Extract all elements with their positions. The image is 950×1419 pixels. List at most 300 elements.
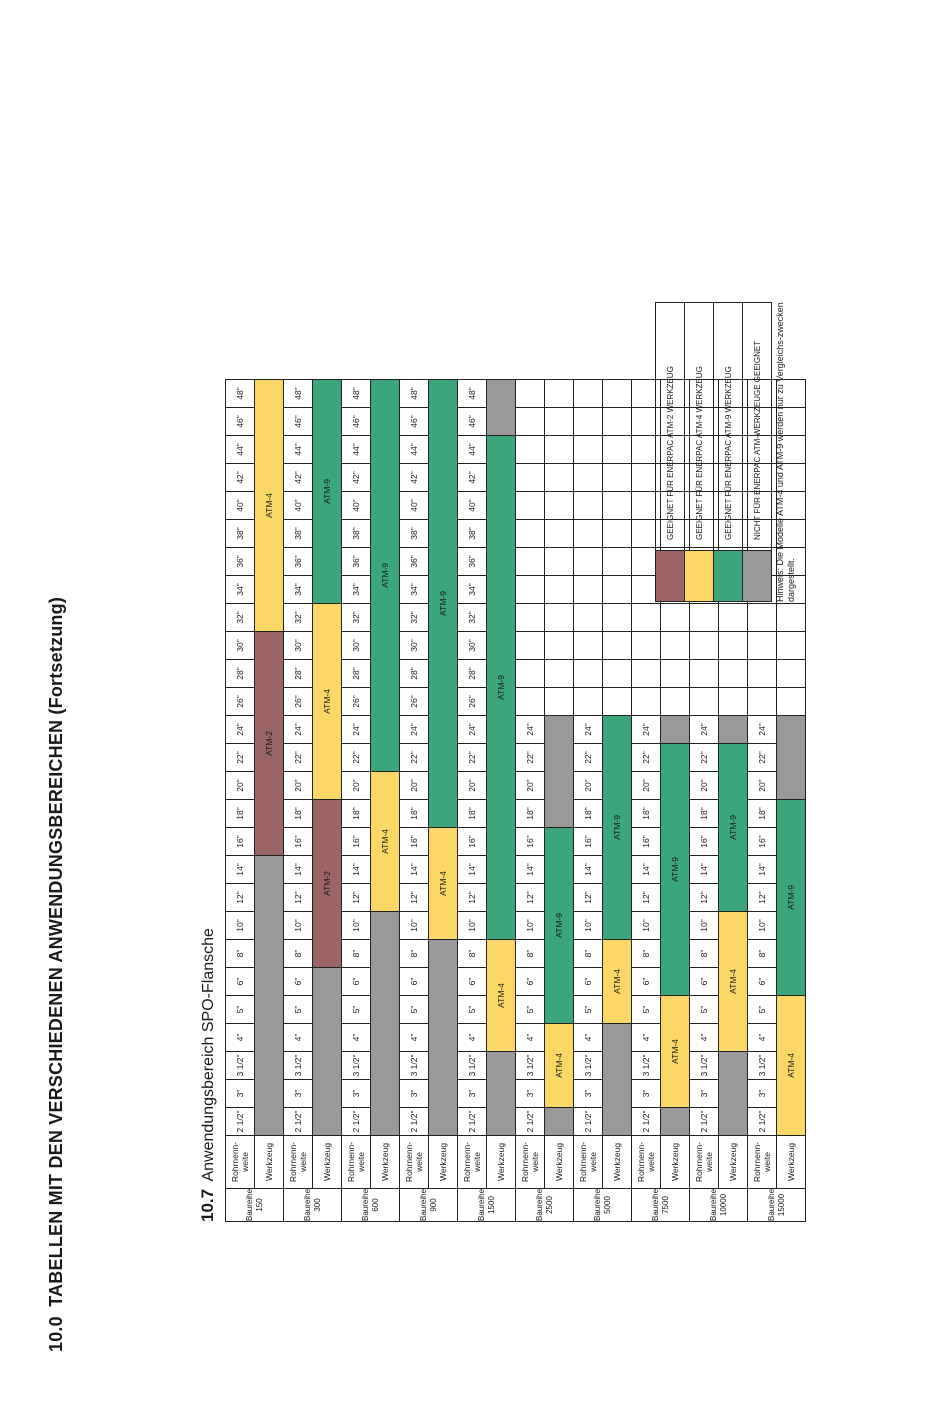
size-cell: 28": [458, 659, 487, 687]
empty-cell: [632, 687, 661, 715]
size-cell: 30": [284, 631, 313, 659]
empty-cell: [603, 575, 632, 603]
empty-cell: [545, 687, 574, 715]
row-label-size: Rohrnenn-weite: [516, 1135, 545, 1188]
size-cell: 24": [516, 715, 545, 743]
empty-cell: [690, 631, 719, 659]
empty-cell: [748, 687, 777, 715]
tool-segment-atm-4: ATM-4: [777, 995, 806, 1135]
baureihe-cell: [342, 1188, 400, 1221]
size-cell: 14": [690, 855, 719, 883]
size-cell: 12": [226, 883, 255, 911]
baureihe-value: 900: [428, 1198, 438, 1212]
size-cell: 10": [748, 911, 777, 939]
empty-cell: [777, 631, 806, 659]
tool-segment-none: [719, 715, 748, 743]
size-cell: 40": [342, 491, 371, 519]
tool-segment-none: [603, 1023, 632, 1135]
row-label-tool: Werkzeug: [487, 1135, 516, 1188]
size-cell: 10": [226, 911, 255, 939]
legend-swatch: [656, 551, 685, 602]
size-cell: 34": [458, 575, 487, 603]
size-cell: 20": [748, 771, 777, 799]
empty-cell: [516, 687, 545, 715]
tool-row: [371, 379, 400, 1221]
size-cell: 10": [400, 911, 429, 939]
size-cell: 36": [284, 547, 313, 575]
empty-cell: [777, 687, 806, 715]
baureihe-value: 7500: [660, 1196, 670, 1214]
empty-cell: [574, 547, 603, 575]
legend-swatch: [714, 551, 743, 602]
size-cell: 3 1/2": [226, 1051, 255, 1079]
baureihe-label: Baureihe: [650, 1188, 660, 1221]
tool-segment-none: [661, 1107, 690, 1135]
size-cell: 8": [342, 939, 371, 967]
size-cell: 14": [632, 855, 661, 883]
empty-cell: [516, 631, 545, 659]
tool-segment-atm-4: ATM-4: [255, 379, 284, 631]
size-cell: 46": [284, 407, 313, 435]
size-cell: 14": [284, 855, 313, 883]
legend-row: [685, 303, 714, 602]
empty-cell: [545, 379, 574, 407]
size-cell: 5": [574, 995, 603, 1023]
baureihe-label: Baureihe: [708, 1188, 718, 1221]
size-cell: 8": [516, 939, 545, 967]
tool-row: [487, 379, 516, 1221]
baureihe-label: Baureihe: [302, 1188, 312, 1221]
size-cell: 34": [284, 575, 313, 603]
empty-cell: [661, 659, 690, 687]
baureihe-value: 1500: [486, 1196, 496, 1214]
size-cell: 18": [284, 799, 313, 827]
size-cell: 36": [342, 547, 371, 575]
baureihe-cell: [226, 1188, 284, 1221]
row-label-size: Rohrnenn-weite: [748, 1135, 777, 1188]
size-cell: 3": [226, 1079, 255, 1107]
empty-cell: [603, 463, 632, 491]
empty-cell: [632, 631, 661, 659]
size-cell: 8": [632, 939, 661, 967]
size-cell: 14": [748, 855, 777, 883]
size-row: [516, 379, 545, 1221]
size-cell: 46": [458, 407, 487, 435]
size-cell: 44": [400, 435, 429, 463]
tool-segment-atm-4: ATM-4: [545, 1023, 574, 1107]
tool-segment-atm-4: ATM-4: [429, 827, 458, 939]
baureihe-cell: [400, 1188, 458, 1221]
size-cell: 3": [516, 1079, 545, 1107]
size-cell: 28": [284, 659, 313, 687]
baureihe-label: Baureihe: [418, 1188, 428, 1221]
baureihe-value: 300: [312, 1198, 322, 1212]
size-cell: 36": [458, 547, 487, 575]
legend-row: [714, 303, 743, 602]
empty-cell: [545, 547, 574, 575]
empty-cell: [545, 491, 574, 519]
subsection-text: Anwendungsbereich SPO-Flansche: [200, 928, 217, 1182]
empty-cell: [545, 659, 574, 687]
baureihe-cell: [748, 1188, 806, 1221]
size-cell: 32": [342, 603, 371, 631]
size-cell: 14": [574, 855, 603, 883]
size-cell: 2 1/2": [690, 1107, 719, 1135]
size-cell: 28": [226, 659, 255, 687]
size-cell: 40": [458, 491, 487, 519]
empty-cell: [574, 519, 603, 547]
heading-title: TABELLEN MIT DEN VERSCHIEDENEN ANWENDUNGSBEREICHEN (Fortsetzung): [46, 596, 66, 1307]
size-cell: 3 1/2": [284, 1051, 313, 1079]
size-row: [574, 379, 603, 1221]
tool-segment-none: [255, 855, 284, 1135]
size-cell: 5": [516, 995, 545, 1023]
empty-cell: [603, 603, 632, 631]
size-cell: 4": [516, 1023, 545, 1051]
tool-segment-atm-9: ATM-9: [487, 435, 516, 939]
empty-cell: [719, 603, 748, 631]
page-heading: [46, 0, 86, 1352]
tool-segment-atm-4: ATM-4: [603, 939, 632, 1023]
size-cell: 12": [574, 883, 603, 911]
size-cell: 10": [690, 911, 719, 939]
empty-cell: [661, 631, 690, 659]
baureihe-value: 2500: [544, 1196, 554, 1214]
size-cell: 36": [226, 547, 255, 575]
size-cell: 2 1/2": [342, 1107, 371, 1135]
size-row: [400, 379, 429, 1221]
size-cell: 8": [400, 939, 429, 967]
size-cell: 26": [342, 687, 371, 715]
size-cell: 2 1/2": [226, 1107, 255, 1135]
size-cell: 4": [400, 1023, 429, 1051]
baureihe-label: Baureihe: [360, 1188, 370, 1221]
tool-segment-atm-9: ATM-9: [545, 827, 574, 1023]
tool-segment-atm-2: ATM-2: [255, 631, 284, 855]
size-cell: 5": [226, 995, 255, 1023]
size-cell: 4": [574, 1023, 603, 1051]
row-label-size: Rohrnenn-weite: [690, 1135, 719, 1188]
empty-cell: [690, 603, 719, 631]
size-cell: 34": [400, 575, 429, 603]
size-cell: 38": [342, 519, 371, 547]
size-cell: 32": [400, 603, 429, 631]
size-cell: 10": [342, 911, 371, 939]
row-label-tool: Werkzeug: [313, 1135, 342, 1188]
size-cell: 5": [632, 995, 661, 1023]
subsection-title: [195, 928, 225, 1222]
empty-cell: [574, 407, 603, 435]
size-cell: 26": [226, 687, 255, 715]
tool-segment-atm-9: ATM-9: [719, 743, 748, 911]
size-cell: 12": [516, 883, 545, 911]
size-cell: 38": [226, 519, 255, 547]
size-cell: 22": [458, 743, 487, 771]
empty-cell: [516, 659, 545, 687]
size-cell: 2 1/2": [458, 1107, 487, 1135]
row-label-tool: Werkzeug: [429, 1135, 458, 1188]
size-cell: 42": [284, 463, 313, 491]
size-cell: 6": [226, 967, 255, 995]
empty-cell: [574, 463, 603, 491]
empty-cell: [574, 603, 603, 631]
size-cell: 20": [284, 771, 313, 799]
size-cell: 20": [632, 771, 661, 799]
size-cell: 42": [226, 463, 255, 491]
baureihe-value: 5000: [602, 1196, 612, 1214]
empty-cell: [603, 519, 632, 547]
size-cell: 26": [284, 687, 313, 715]
size-cell: 8": [458, 939, 487, 967]
size-cell: 44": [226, 435, 255, 463]
baureihe-cell: [690, 1188, 748, 1221]
size-cell: 18": [748, 799, 777, 827]
baureihe-cell: [516, 1188, 574, 1221]
size-cell: 44": [342, 435, 371, 463]
size-cell: 2 1/2": [516, 1107, 545, 1135]
size-cell: 22": [342, 743, 371, 771]
row-label-size: Rohrnenn-weite: [458, 1135, 487, 1188]
size-cell: 16": [574, 827, 603, 855]
size-cell: 32": [284, 603, 313, 631]
empty-cell: [603, 547, 632, 575]
baureihe-label: Baureihe: [534, 1188, 544, 1221]
size-cell: 12": [400, 883, 429, 911]
size-cell: 18": [632, 799, 661, 827]
size-cell: 34": [342, 575, 371, 603]
size-cell: 3": [400, 1079, 429, 1107]
size-cell: 8": [748, 939, 777, 967]
size-cell: 6": [632, 967, 661, 995]
size-cell: 6": [458, 967, 487, 995]
size-cell: 24": [632, 715, 661, 743]
empty-cell: [574, 379, 603, 407]
size-cell: 3 1/2": [458, 1051, 487, 1079]
size-cell: 22": [516, 743, 545, 771]
tool-segment-none: [313, 967, 342, 1135]
size-cell: 2 1/2": [574, 1107, 603, 1135]
empty-cell: [516, 435, 545, 463]
size-cell: 3": [458, 1079, 487, 1107]
size-cell: 3": [748, 1079, 777, 1107]
row-label-size: Rohrnenn-weite: [342, 1135, 371, 1188]
legend-row: [743, 303, 772, 602]
tool-segment-none: [661, 715, 690, 743]
empty-cell: [516, 519, 545, 547]
baureihe-label: Baureihe: [766, 1188, 776, 1221]
baureihe-cell: [574, 1188, 632, 1221]
empty-cell: [748, 603, 777, 631]
size-cell: 32": [226, 603, 255, 631]
size-cell: 10": [284, 911, 313, 939]
size-cell: 32": [458, 603, 487, 631]
empty-cell: [719, 659, 748, 687]
empty-cell: [545, 435, 574, 463]
size-cell: 42": [342, 463, 371, 491]
size-cell: 12": [690, 883, 719, 911]
tool-segment-none: [545, 1107, 574, 1135]
size-cell: 18": [458, 799, 487, 827]
legend-swatch: [685, 551, 714, 602]
legend-label: GEEIGNET FÜR ENERPAC ATM-2 WERKZEUG: [656, 303, 685, 551]
tool-segment-atm-9: ATM-9: [429, 379, 458, 827]
empty-cell: [545, 575, 574, 603]
size-cell: 10": [458, 911, 487, 939]
empty-cell: [719, 631, 748, 659]
empty-cell: [574, 631, 603, 659]
row-label-size: Rohrnenn-weite: [284, 1135, 313, 1188]
empty-cell: [603, 687, 632, 715]
tool-segment-atm-2: ATM-2: [313, 799, 342, 967]
tool-segment-none: [487, 379, 516, 435]
size-cell: 24": [690, 715, 719, 743]
size-cell: 16": [284, 827, 313, 855]
size-cell: 10": [516, 911, 545, 939]
size-cell: 22": [226, 743, 255, 771]
size-cell: 14": [516, 855, 545, 883]
tool-row: [603, 379, 632, 1221]
size-cell: 18": [342, 799, 371, 827]
size-cell: 6": [690, 967, 719, 995]
size-cell: 22": [574, 743, 603, 771]
size-cell: 5": [748, 995, 777, 1023]
size-cell: 48": [342, 379, 371, 407]
legend-label: NICHT FÜR ENERPAC ATM-WERKZEUGE GEEIGNET: [743, 303, 772, 551]
row-label-size: Rohrnenn-weite: [226, 1135, 255, 1188]
size-cell: 26": [458, 687, 487, 715]
size-cell: 12": [458, 883, 487, 911]
tool-row: [255, 379, 284, 1221]
baureihe-value: 10000: [718, 1193, 728, 1217]
empty-cell: [516, 379, 545, 407]
size-cell: 2 1/2": [400, 1107, 429, 1135]
empty-cell: [603, 379, 632, 407]
heading-number: 10.0: [46, 1316, 66, 1352]
size-cell: 3 1/2": [748, 1051, 777, 1079]
baureihe-value: 15000: [776, 1193, 786, 1217]
size-cell: 44": [458, 435, 487, 463]
empty-cell: [719, 687, 748, 715]
size-cell: 3 1/2": [690, 1051, 719, 1079]
size-cell: 3 1/2": [516, 1051, 545, 1079]
size-cell: 16": [342, 827, 371, 855]
size-cell: 22": [748, 743, 777, 771]
size-cell: 18": [690, 799, 719, 827]
empty-cell: [574, 659, 603, 687]
size-cell: 12": [632, 883, 661, 911]
size-cell: 10": [574, 911, 603, 939]
size-cell: 18": [400, 799, 429, 827]
size-cell: 22": [400, 743, 429, 771]
size-cell: 20": [400, 771, 429, 799]
size-cell: 28": [342, 659, 371, 687]
legend: [655, 302, 772, 602]
size-cell: 5": [342, 995, 371, 1023]
tool-row: [429, 379, 458, 1221]
size-cell: 40": [226, 491, 255, 519]
size-cell: 4": [748, 1023, 777, 1051]
size-cell: 18": [516, 799, 545, 827]
size-cell: 30": [342, 631, 371, 659]
size-cell: 16": [458, 827, 487, 855]
size-cell: 10": [632, 911, 661, 939]
size-cell: 46": [400, 407, 429, 435]
row-label-tool: Werkzeug: [719, 1135, 748, 1188]
tool-segment-none: [371, 911, 400, 1135]
size-cell: 46": [342, 407, 371, 435]
size-cell: 14": [226, 855, 255, 883]
size-cell: 30": [400, 631, 429, 659]
size-cell: 12": [748, 883, 777, 911]
empty-cell: [661, 687, 690, 715]
size-cell: 24": [574, 715, 603, 743]
tool-row: [313, 379, 342, 1221]
size-cell: 24": [284, 715, 313, 743]
size-cell: 6": [574, 967, 603, 995]
size-cell: 4": [632, 1023, 661, 1051]
empty-cell: [516, 547, 545, 575]
size-row: [458, 379, 487, 1221]
size-cell: 48": [400, 379, 429, 407]
tool-segment-atm-9: ATM-9: [371, 379, 400, 771]
empty-cell: [661, 603, 690, 631]
size-cell: 16": [400, 827, 429, 855]
empty-cell: [545, 407, 574, 435]
size-row: [284, 379, 313, 1221]
size-cell: 3 1/2": [342, 1051, 371, 1079]
size-cell: 3": [284, 1079, 313, 1107]
baureihe-label: Baureihe: [592, 1188, 602, 1221]
tool-segment-none: [777, 715, 806, 799]
row-label-tool: Werkzeug: [371, 1135, 400, 1188]
size-cell: 20": [226, 771, 255, 799]
size-cell: 16": [690, 827, 719, 855]
tool-segment-atm-4: ATM-4: [661, 995, 690, 1107]
size-cell: 6": [284, 967, 313, 995]
size-cell: 18": [574, 799, 603, 827]
row-label-size: Rohrnenn-weite: [574, 1135, 603, 1188]
size-cell: 30": [458, 631, 487, 659]
legend-note: Hinweis: Die Modelle ATM-4 und ATM-9 werden nur zu Vergleichs-zwecken dargestellt.: [775, 302, 796, 602]
row-label-tool: Werkzeug: [777, 1135, 806, 1188]
empty-cell: [603, 659, 632, 687]
size-cell: 48": [458, 379, 487, 407]
size-cell: 22": [690, 743, 719, 771]
empty-cell: [574, 491, 603, 519]
empty-cell: [574, 687, 603, 715]
size-cell: 14": [342, 855, 371, 883]
size-cell: 3": [632, 1079, 661, 1107]
size-cell: 8": [284, 939, 313, 967]
legend-swatch: [743, 551, 772, 602]
size-cell: 6": [400, 967, 429, 995]
baureihe-cell: [632, 1188, 690, 1221]
size-cell: 38": [400, 519, 429, 547]
empty-cell: [574, 575, 603, 603]
baureihe-cell: [458, 1188, 516, 1221]
size-cell: 4": [690, 1023, 719, 1051]
size-cell: 44": [284, 435, 313, 463]
empty-cell: [603, 491, 632, 519]
empty-cell: [632, 603, 661, 631]
size-cell: 22": [284, 743, 313, 771]
baureihe-label: Baureihe: [476, 1188, 486, 1221]
size-cell: 2 1/2": [632, 1107, 661, 1135]
baureihe-cell: [284, 1188, 342, 1221]
size-cell: 6": [342, 967, 371, 995]
size-cell: 3 1/2": [574, 1051, 603, 1079]
size-cell: 3": [574, 1079, 603, 1107]
